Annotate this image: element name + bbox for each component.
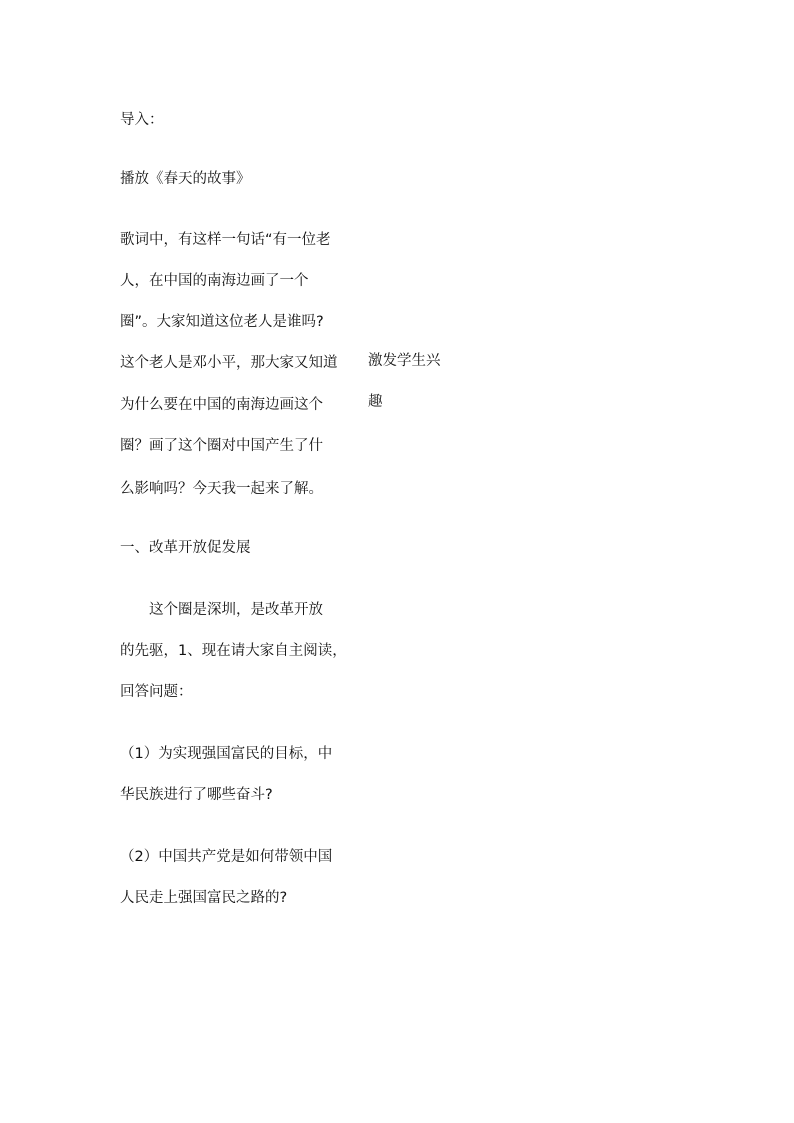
section-heading: 一、改革开放促发展 [120,540,251,556]
text-line: 人，在中国的南海边画了一个 [120,273,309,289]
question-line: （2）中国共产党是如何带领中国 [120,849,333,865]
text-line: 圈”。大家知道这位老人是谁吗? [120,314,324,330]
text-line: 歌词中，有这样一句话“有一位老 [120,232,331,248]
text-line: 这个圈是深圳，是改革开放 [120,602,323,618]
text-line: 这个老人是邓小平，那大家又知道 [120,355,338,371]
question-line: （1）为实现强国富民的目标，中 [120,746,333,762]
heading-intro: 导入： [120,112,164,128]
question-line: 华民族进行了哪些奋斗? [120,787,273,803]
text-line: 圈？画了这个圈对中国产生了什 [120,438,323,454]
side-note-line: 激发学生兴 [368,353,441,369]
text-line: 么影响吗？今天我一起来了解。 [120,481,323,497]
text-line: 回答问题： [120,684,193,700]
side-note-line: 趣 [368,394,383,410]
text-line: 的先驱，1、现在请大家自主阅读， [120,643,347,659]
text-line: 为什么要在中国的南海边画这个 [120,397,323,413]
text-line: 播放《春天的故事》 [120,171,251,187]
question-line: 人民走上强国富民之路的? [120,890,288,906]
